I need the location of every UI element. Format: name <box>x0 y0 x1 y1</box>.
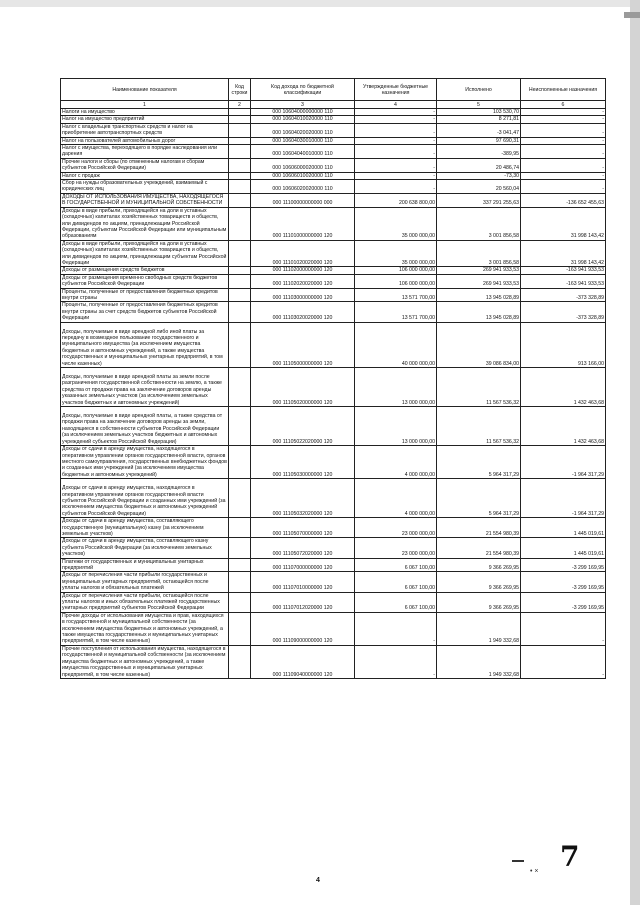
row-income-code: 000 11103000000000 120 <box>251 288 355 302</box>
row-unexecuted: - <box>521 109 606 116</box>
row-income-code: 000 11105030000000 120 <box>251 446 355 479</box>
row-executed: 13 945 028,89 <box>437 302 521 322</box>
row-unexecuted: - <box>521 612 606 645</box>
row-income-code: 000 10604030010000 110 <box>251 137 355 144</box>
row-executed: 9 366 269,95 <box>437 572 521 592</box>
row-income-code: 000 10604000000000 110 <box>251 109 355 116</box>
signature-stroke <box>512 860 524 862</box>
table-row <box>61 180 606 194</box>
header-executed: Исполнено <box>437 79 521 101</box>
row-income-code: 000 11109040000000 120 <box>251 645 355 678</box>
row-approved: 106 000 000,00 <box>355 267 437 274</box>
table-row <box>61 572 606 592</box>
row-name: ДОХОДЫ ОТ ИСПОЛЬЗОВАНИЯ ИМУЩЕСТВА, НАХОДЯЩЕГОСЯ В ГОСУДАРСТВЕННОЙ И МУНИЦИПАЛЬНОЙ СОБСТВЕННОСТИ <box>61 193 229 207</box>
row-approved: - <box>355 180 437 194</box>
row-approved: 4 000 000,00 <box>355 446 437 479</box>
signature-dots: • × <box>530 868 539 875</box>
row-approved: - <box>355 145 437 159</box>
row-unexecuted: -373 328,89 <box>521 288 606 302</box>
table-row <box>61 240 606 267</box>
row-income-code: 000 10604020020000 110 <box>251 123 355 137</box>
row-unexecuted: -136 652 455,63 <box>521 193 606 207</box>
row-approved: 13 000 000,00 <box>355 368 437 407</box>
row-executed: 11 567 536,32 <box>437 407 521 446</box>
row-approved: - <box>355 645 437 678</box>
page-right-edge <box>630 0 640 905</box>
row-income-code: 000 11105020000000 120 <box>251 368 355 407</box>
row-approved: 6 067 100,00 <box>355 592 437 612</box>
table-row <box>61 145 606 159</box>
row-income-code: 000 11103020020000 120 <box>251 302 355 322</box>
row-unexecuted: -163 941 933,53 <box>521 267 606 274</box>
row-income-code: 000 11107000000000 120 <box>251 558 355 572</box>
column-number: 2 <box>229 101 251 109</box>
row-executed: 1 949 332,68 <box>437 645 521 678</box>
row-line-code <box>229 158 251 172</box>
row-unexecuted: -1 964 317,29 <box>521 446 606 479</box>
row-name: Доходы, получаемые в виде арендной платы, а также средства от продажи права на заключение договоров аренды за земли, находящиеся в собственности субъектов Российской Федерации (за исключением земельных участков бюджетных и автономных учреждений субъектов Российской Федерации) <box>61 407 229 446</box>
row-executed: 13 945 028,89 <box>437 288 521 302</box>
row-line-code <box>229 145 251 159</box>
row-unexecuted: - <box>521 116 606 123</box>
row-approved: 35 000 000,00 <box>355 207 437 240</box>
row-name: Налоги на имущество <box>61 109 229 116</box>
row-name: Налог с имущества, переходящего в порядке наследования или дарения <box>61 145 229 159</box>
column-number: 4 <box>355 101 437 109</box>
row-unexecuted: 1 445 019,61 <box>521 518 606 538</box>
header-approved: Утвержденные бюджетные назначения <box>355 79 437 101</box>
row-name: Налог на имущество предприятий <box>61 116 229 123</box>
row-unexecuted: - <box>521 172 606 179</box>
table-row <box>61 193 606 207</box>
row-income-code: 000 11105070000000 120 <box>251 518 355 538</box>
row-line-code <box>229 612 251 645</box>
row-name: Налог на пользователей автомобильных дорог <box>61 137 229 144</box>
row-executed: 1 949 332,68 <box>437 612 521 645</box>
row-income-code: 000 10606010020000 110 <box>251 172 355 179</box>
row-name: Проценты, полученные от предоставления бюджетных кредитов внутри страны за счет средств бюджетов субъектов Российской Федерации <box>61 302 229 322</box>
row-unexecuted: -3 299 169,95 <box>521 558 606 572</box>
row-line-code <box>229 172 251 179</box>
row-executed: 39 086 834,00 <box>437 322 521 367</box>
header-unexecuted: Неисполненные назначения <box>521 79 606 101</box>
table-row <box>61 645 606 678</box>
row-approved: 6 067 100,00 <box>355 572 437 592</box>
row-name: Прочие доходы от использования имущества и прав, находящихся в государственной и муниципальной собственности (за исключением имущества бюджетных и автономных учреждений, а также имущества государственных и муниципальных унитарных предприятий, в том числе казенных) <box>61 612 229 645</box>
row-executed: 269 941 933,53 <box>437 267 521 274</box>
table-row <box>61 158 606 172</box>
row-unexecuted: -1 964 317,29 <box>521 479 606 518</box>
scan-edge-mark <box>624 12 640 18</box>
row-unexecuted: -3 299 169,95 <box>521 592 606 612</box>
row-name: Доходы от сдачи в аренду имущества, находящегося в оперативном управлении органов государственной власти субъектов Российской Федерации и созданных ими учреждений (за исключением имущества бюджетных и автономных учреждений субъектов Российской Федерации) <box>61 479 229 518</box>
row-approved: - <box>355 137 437 144</box>
row-unexecuted: -373 328,89 <box>521 302 606 322</box>
row-executed: 21 554 980,39 <box>437 538 521 558</box>
row-approved: 35 000 000,00 <box>355 240 437 267</box>
row-name: Налог с продаж <box>61 172 229 179</box>
header-line-code: Код строки <box>229 79 251 101</box>
table-row <box>61 479 606 518</box>
row-executed: 20 560,04 <box>437 180 521 194</box>
row-income-code: 000 11107012020000 120 <box>251 592 355 612</box>
row-income-code: 000 10606000020000 110 <box>251 158 355 172</box>
header-name: Наименование показателя <box>61 79 229 101</box>
row-name: Доходы в виде прибыли, приходящейся на доли в уставных (складочных) капиталах хозяйственных товариществ и обществ, или дивидендов по акциям, принадлежащим субъектам Российской Федерации <box>61 240 229 267</box>
row-approved: - <box>355 158 437 172</box>
header-income-code: Код дохода по бюджетной классификации <box>251 79 355 101</box>
table-row <box>61 612 606 645</box>
table-row <box>61 207 606 240</box>
row-unexecuted: - <box>521 180 606 194</box>
handwritten-mark: 7 <box>560 840 580 873</box>
row-executed: 5 964 317,29 <box>437 446 521 479</box>
row-approved: 200 638 800,00 <box>355 193 437 207</box>
row-executed: 9 366 269,95 <box>437 558 521 572</box>
row-executed: 5 964 317,29 <box>437 479 521 518</box>
column-number: 5 <box>437 101 521 109</box>
row-approved: 6 067 100,00 <box>355 558 437 572</box>
page-number: 4 <box>316 877 320 884</box>
row-name: Доходы, получаемые в виде арендной либо иной платы за передачу в возмездное пользование государственного и муниципального имущества (за исключением имущества бюджетных и автономных учреждений, а также имущества государственных и муниципальных унитарных предприятий, в том числе казенных) <box>61 322 229 367</box>
row-name: Налог с владельцев транспортных средств и налог на приобретение автотранспортных средств <box>61 123 229 137</box>
table-row <box>61 558 606 572</box>
row-unexecuted: - <box>521 645 606 678</box>
row-unexecuted: -3 299 169,95 <box>521 572 606 592</box>
row-unexecuted: -163 941 933,53 <box>521 274 606 288</box>
table-row <box>61 302 606 322</box>
row-approved: - <box>355 109 437 116</box>
row-unexecuted: - <box>521 145 606 159</box>
table-row <box>61 288 606 302</box>
row-executed: 337 291 255,63 <box>437 193 521 207</box>
row-name: Сбор на нужды образовательных учреждений, взимаемый с юридических лиц <box>61 180 229 194</box>
row-line-code <box>229 267 251 274</box>
row-unexecuted: 1 445 019,61 <box>521 538 606 558</box>
row-name: Доходы от размещения временно свободных средств бюджетов субъектов Российской Федерации <box>61 274 229 288</box>
row-income-code: 000 11105000000000 120 <box>251 322 355 367</box>
row-income-code: 000 10606020020000 110 <box>251 180 355 194</box>
table-row <box>61 538 606 558</box>
row-income-code: 000 11101000000000 120 <box>251 207 355 240</box>
row-line-code <box>229 446 251 479</box>
row-line-code <box>229 240 251 267</box>
row-executed: -389,95 <box>437 145 521 159</box>
row-unexecuted: 31 998 143,42 <box>521 207 606 240</box>
row-unexecuted: - <box>521 137 606 144</box>
table-row <box>61 116 606 123</box>
row-income-code: 000 11105022020000 120 <box>251 407 355 446</box>
row-line-code <box>229 193 251 207</box>
row-unexecuted: 913 166,00 <box>521 322 606 367</box>
row-approved: 106 000 000,00 <box>355 274 437 288</box>
row-name: Доходы в виде прибыли, приходящейся на доли в уставных (складочных) капиталах хозяйственных товариществ и обществ, или дивидендов по акциям, принадлежащим Российской Федерации, субъектам Российской Федерации или муниципальным образованиям <box>61 207 229 240</box>
table-row <box>61 267 606 274</box>
row-line-code <box>229 322 251 367</box>
row-income-code: 000 11101020020000 120 <box>251 240 355 267</box>
row-income-code: 000 10604040010000 110 <box>251 145 355 159</box>
row-name: Доходы от размещения средств бюджетов <box>61 267 229 274</box>
table-row <box>61 368 606 407</box>
row-approved: - <box>355 116 437 123</box>
row-unexecuted: 1 432 463,68 <box>521 407 606 446</box>
row-name: Прочие поступления от использования имущества, находящегося в государственной и муниципальной собственности (за исключением имущества бюджетных и автономных учреждений, а также имущества государственных и муниципальных унитарных предприятий, в том числе казенных) <box>61 645 229 678</box>
row-line-code <box>229 123 251 137</box>
table-row <box>61 322 606 367</box>
row-line-code <box>229 368 251 407</box>
row-income-code: 000 10604010020000 110 <box>251 116 355 123</box>
row-executed: 97 690,31 <box>437 137 521 144</box>
row-approved: 23 000 000,00 <box>355 538 437 558</box>
row-executed: 11 567 536,32 <box>437 368 521 407</box>
row-line-code <box>229 538 251 558</box>
row-executed: -73,30 <box>437 172 521 179</box>
row-income-code: 000 11105072020000 120 <box>251 538 355 558</box>
row-line-code <box>229 592 251 612</box>
row-line-code <box>229 180 251 194</box>
row-income-code: 000 11100000000000 000 <box>251 193 355 207</box>
table-header-row <box>61 79 606 101</box>
row-approved: - <box>355 612 437 645</box>
row-unexecuted: 1 432 463,68 <box>521 368 606 407</box>
row-name: Прочие налоги и сборы (по отмененным налогам и сборам субъектов Российской Федерации) <box>61 158 229 172</box>
table-row <box>61 518 606 538</box>
row-unexecuted: - <box>521 123 606 137</box>
row-unexecuted: 31 998 143,42 <box>521 240 606 267</box>
row-name: Доходы от перечисления части прибыли, остающейся после уплаты налогов и иных обязательных платежей государственных унитарных предприятий субъектов Российской Федерации <box>61 592 229 612</box>
table-body <box>61 109 606 679</box>
row-line-code <box>229 645 251 678</box>
row-name: Доходы, получаемые в виде арендной платы за земли после разграничения государственной собственности на землю, а также средства от продажи права на заключение договоров аренды указанных земельных участков (за исключением земельных участков бюджетных и автономных учреждений) <box>61 368 229 407</box>
row-line-code <box>229 207 251 240</box>
row-line-code <box>229 572 251 592</box>
row-approved: - <box>355 172 437 179</box>
row-line-code <box>229 558 251 572</box>
column-number-row <box>61 101 606 109</box>
row-approved: 4 000 000,00 <box>355 479 437 518</box>
table-row <box>61 407 606 446</box>
row-income-code: 000 11102020020000 120 <box>251 274 355 288</box>
column-number: 3 <box>251 101 355 109</box>
row-executed: -3 041,47 <box>437 123 521 137</box>
row-line-code <box>229 116 251 123</box>
row-name: Доходы от сдачи в аренду имущества, находящегося в оперативном управлении органов государственной власти, органов местного самоуправления, государственных внебюджетных фондов и созданных ими учреждений (за исключением имущества бюджетных и автономных учреждений) <box>62 446 227 478</box>
row-line-code <box>229 137 251 144</box>
row-unexecuted: - <box>521 158 606 172</box>
row-line-code <box>229 274 251 288</box>
column-number: 1 <box>61 101 229 109</box>
row-executed: 9 366 269,95 <box>437 592 521 612</box>
row-name: Доходы от сдачи в аренду имущества, составляющего казну субъекта Российской Федерации (за исключением земельных участков) <box>61 538 229 558</box>
row-executed: 3 001 856,58 <box>437 207 521 240</box>
row-executed: 8 271,81 <box>437 116 521 123</box>
row-line-code <box>229 518 251 538</box>
row-executed: 3 001 856,58 <box>437 240 521 267</box>
row-executed: 21 554 980,39 <box>437 518 521 538</box>
row-line-code <box>229 302 251 322</box>
row-approved: 23 000 000,00 <box>355 518 437 538</box>
row-line-code <box>229 479 251 518</box>
row-approved: 13 571 700,00 <box>355 302 437 322</box>
row-approved: 13 000 000,00 <box>355 407 437 446</box>
table-row <box>61 274 606 288</box>
table-row <box>61 137 606 144</box>
row-line-code <box>229 407 251 446</box>
row-name: Доходы от сдачи в аренду имущества, составляющего государственную (муниципальную) казну (за исключением земельных участков) <box>61 518 229 538</box>
row-approved: 13 571 700,00 <box>355 288 437 302</box>
row-name: Проценты, полученные от предоставления бюджетных кредитов внутри страны <box>61 288 229 302</box>
row-approved: 40 000 000,00 <box>355 322 437 367</box>
row-income-code: 000 11107010000000 120 <box>251 572 355 592</box>
table-row <box>61 172 606 179</box>
table-row <box>61 446 606 479</box>
row-line-code <box>229 288 251 302</box>
row-line-code <box>229 109 251 116</box>
row-name: Доходы от перечисления части прибыли государственных и муниципальных унитарных предприятий, остающейся после уплаты налогов и обязательных платежей <box>61 572 229 592</box>
row-executed: 20 486,74 <box>437 158 521 172</box>
budget-execution-table <box>60 78 606 679</box>
table-row <box>61 123 606 137</box>
row-income-code: 000 11102000000000 120 <box>251 267 355 274</box>
row-executed: 269 941 933,53 <box>437 274 521 288</box>
row-executed: 103 530,70 <box>437 109 521 116</box>
table-row <box>61 109 606 116</box>
page-top-edge <box>0 0 640 7</box>
row-income-code: 000 11105032020000 120 <box>251 479 355 518</box>
column-number: 6 <box>521 101 606 109</box>
row-income-code: 000 11109000000000 120 <box>251 612 355 645</box>
row-approved: - <box>355 123 437 137</box>
row-name: Платежи от государственных и муниципальных унитарных предприятий <box>61 558 229 572</box>
table-row <box>61 592 606 612</box>
